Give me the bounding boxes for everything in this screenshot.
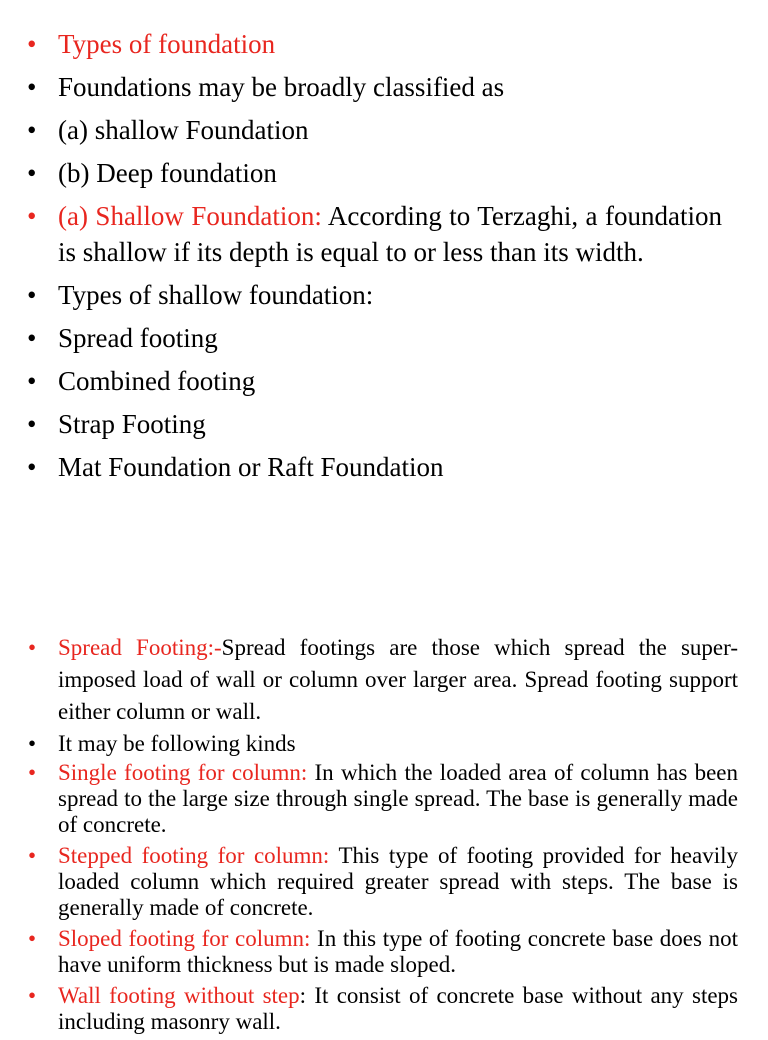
list-item bbox=[0, 198, 768, 270]
item-text: Spread footing bbox=[58, 323, 218, 353]
bullet-dot: • bbox=[27, 201, 37, 231]
list-item bbox=[0, 112, 768, 148]
list-item bbox=[0, 843, 768, 921]
list-item bbox=[0, 406, 768, 442]
item-text: Combined footing bbox=[58, 366, 256, 396]
list-item bbox=[0, 983, 768, 1035]
list-item bbox=[0, 26, 768, 62]
list-item bbox=[0, 632, 768, 728]
bullet-dot: • bbox=[27, 29, 37, 59]
bullet-dot: • bbox=[27, 452, 37, 482]
bullet-dot: • bbox=[27, 409, 37, 439]
item-text: : It consist of concrete base without any steps including masonry wall. bbox=[58, 983, 739, 1034]
item-heading: Spread Footing:- bbox=[58, 635, 222, 660]
item-text: It may be following kinds bbox=[58, 731, 296, 756]
item-text: Spread footings are those which spread the super-imposed load of wall or column over larger area. Spread footing support either column or wall. bbox=[58, 635, 738, 724]
slide-types-of-foundation bbox=[0, 26, 768, 492]
list-item bbox=[0, 449, 768, 485]
item-heading: Single footing for column: bbox=[58, 760, 308, 785]
item-text: This type of footing provided for heavily loaded column which required greater spread with steps. The base is generally made of concrete. bbox=[58, 843, 738, 920]
slide-title: Types of foundation bbox=[58, 29, 276, 59]
item-text: (a) shallow Foundation bbox=[58, 115, 309, 145]
item-text: In this type of footing concrete base does not have uniform thickness but is made sloped. bbox=[58, 926, 738, 977]
bullet-dot: • bbox=[27, 115, 37, 145]
item-text: According to Terzaghi, a foundation is shallow if its depth is equal to or less than its width. bbox=[58, 201, 722, 267]
item-text: In which the loaded area of column has been spread to the large size through single spread. The base is generally made of concrete. bbox=[58, 760, 738, 837]
bullet-dot: • bbox=[28, 731, 37, 756]
bullet-list bbox=[0, 26, 768, 485]
bullet-dot: • bbox=[28, 760, 37, 785]
list-item bbox=[0, 277, 768, 313]
bullet-dot: • bbox=[27, 158, 37, 188]
item-heading: Sloped footing for column: bbox=[58, 926, 311, 951]
slide-spread-footing bbox=[0, 632, 768, 1040]
list-item bbox=[0, 926, 768, 978]
bullet-list bbox=[0, 632, 768, 1035]
bullet-dot: • bbox=[28, 843, 37, 868]
item-heading: Wall footing without step bbox=[58, 983, 300, 1008]
item-heading: (a) Shallow Foundation: bbox=[58, 201, 322, 231]
bullet-dot: • bbox=[27, 72, 37, 102]
item-text: Mat Foundation or Raft Foundation bbox=[58, 452, 444, 482]
item-text: Strap Footing bbox=[58, 409, 206, 439]
item-text: Foundations may be broadly classified as bbox=[58, 72, 505, 102]
list-item bbox=[0, 320, 768, 356]
bullet-dot: • bbox=[28, 635, 37, 660]
item-heading: Stepped footing for column: bbox=[58, 843, 330, 868]
item-text: (b) Deep foundation bbox=[58, 158, 277, 188]
bullet-dot: • bbox=[27, 323, 37, 353]
bullet-dot: • bbox=[28, 926, 37, 951]
bullet-dot: • bbox=[27, 366, 37, 396]
bullet-dot: • bbox=[27, 280, 37, 310]
list-item bbox=[0, 760, 768, 838]
list-item bbox=[0, 363, 768, 399]
bullet-dot: • bbox=[28, 983, 37, 1008]
list-item bbox=[0, 69, 768, 105]
list-item bbox=[0, 155, 768, 191]
item-text: Types of shallow foundation: bbox=[58, 280, 374, 310]
list-item bbox=[0, 728, 768, 760]
